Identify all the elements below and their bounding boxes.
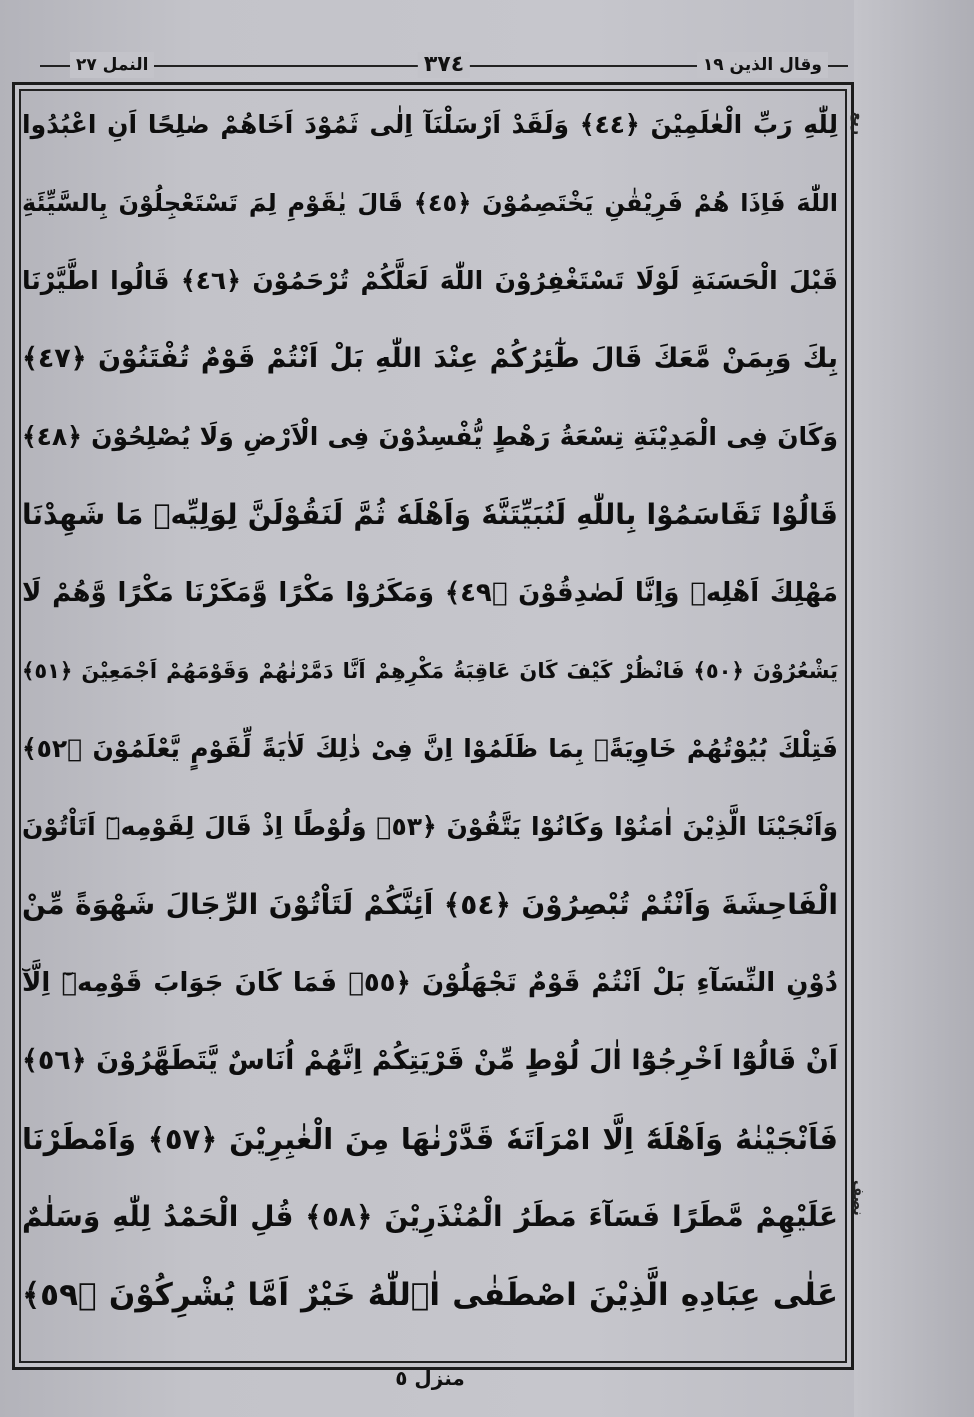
text-line-1: لِلّٰهِ رَبِّ الْعٰلَمِيْنَ ﴿٤٤﴾ وَلَقَدْ اَرْسَلْنَآ اِلٰى ثَمُوْدَ اَخَاهُمْ صٰلِحًا اَنِ اعْبُدُوا: [22, 110, 838, 139]
text-line-6: قَالُوْا تَقَاسَمُوْا بِاللّٰهِ لَنُبَيِّتَنَّهٗ وَاَهْلَهٗ ثُمَّ لَنَقُوْلَنَّ لِوَلِيِّهٖ مَا شَهِدْنَا: [22, 498, 838, 531]
text-line-4: بِكَ وَبِمَنْ مَّعَكَ قَالَ طٰٓئِرُكُمْ عِنْدَ اللّٰهِ بَلْ اَنْتُمْ قَوْمٌ تُفْتَنُوْنَ ﴿٤٧﴾: [22, 343, 838, 374]
text-line-16: عَلٰى عِبَادِهِ الَّذِيْنَ اصْطَفٰى اٰۤللّٰهُ خَيْرٌ اَمَّا يُشْرِكُوْنَ ﴿٥٩﴾: [22, 1277, 838, 1313]
text-line-3: قَبْلَ الْحَسَنَةِ لَوْلَا تَسْتَغْفِرُوْنَ اللّٰهَ لَعَلَّكُمْ تُرْحَمُوْنَ ﴿٤٦﴾ قَالُوا اطَّيَّرْنَا: [22, 266, 838, 295]
quran-text-block: [22, 92, 838, 1354]
text-line-2: اللّٰهَ فَاِذَا هُمْ فَرِيْقٰنِ يَخْتَصِمُوْنَ ﴿٤٥﴾ قَالَ يٰقَوْمِ لِمَ تَسْتَعْجِلُوْنَ بِالسَّيِّئَةِ: [22, 189, 838, 217]
page-number: ٣٧٤: [418, 52, 470, 78]
page-gutter-shadow: [854, 0, 974, 1417]
text-line-15: عَلَيْهِمْ مَّطَرًا فَسَآءَ مَطَرُ الْمُنْذَرِيْنَ ﴿٥٨﴾ قُلِ الْحَمْدُ لِلّٰهِ وَسَلٰمٌ: [22, 1200, 838, 1233]
text-line-13: اَنْ قَالُوْٓا اَخْرِجُوْٓا اٰلَ لُوْطٍ مِّنْ قَرْيَتِكُمْ اِنَّهُمْ اُنَاسٌ يَّتَطَهَّرُوْنَ ﴿٥٦﴾: [22, 1045, 838, 1076]
text-line-10: وَاَنْجَيْنَا الَّذِيْنَ اٰمَنُوْا وَكَانُوْا يَتَّقُوْنَ ﴿٥٣﴾ وَلُوْطًا اِذْ قَالَ لِقَوْمِهٖٓ اَتَاْتُوْنَ: [22, 812, 838, 841]
surah-label: النمل ٢٧: [70, 52, 154, 78]
text-line-7: مَهْلِكَ اَهْلِهٖ وَاِنَّا لَصٰدِقُوْنَ ﴿٤٩﴾ وَمَكَرُوْا مَكْرًا وَّمَكَرْنَا مَكْرًا وَّهُمْ لَا: [22, 578, 838, 608]
text-line-5: وَكَانَ فِى الْمَدِيْنَةِ تِسْعَةُ رَهْطٍ يُّفْسِدُوْنَ فِى الْاَرْضِ وَلَا يُصْلِحُوْنَ ﴿٤٨﴾: [22, 422, 838, 451]
text-line-8: يَشْعُرُوْنَ ﴿٥٠﴾ فَانْظُرْ كَيْفَ كَانَ عَاقِبَةُ مَكْرِهِمْ اَنَّا دَمَّرْنٰهُمْ وَقَوْمَهُمْ اَجْمَعِيْنَ ﴿٥١﴾: [22, 659, 838, 683]
text-line-12: دُوْنِ النِّسَآءِ بَلْ اَنْتُمْ قَوْمٌ تَجْهَلُوْنَ ﴿٥٥﴾ فَمَا كَانَ جَوَابَ قَوْمِهٖٓ اِلَّآ: [22, 968, 838, 998]
page-header: [40, 52, 848, 78]
juz-label: وقال الذين ١٩: [697, 52, 828, 78]
text-line-14: فَاَنْجَيْنٰهُ وَاَهْلَهٗٓ اِلَّا امْرَاَتَهٗ قَدَّرْنٰهَا مِنَ الْغٰبِرِيْنَ ﴿٥٧﴾ وَاَمْطَرْنَا: [22, 1122, 838, 1156]
manzil-footer: منزل ٥: [395, 1366, 465, 1390]
text-line-11: الْفَاحِشَةَ وَاَنْتُمْ تُبْصِرُوْنَ ﴿٥٤﴾ اَئِنَّكُمْ لَتَاْتُوْنَ الرِّجَالَ شَهْوَةً مِّنْ: [22, 888, 838, 921]
margin-marker-top: ربع: [850, 112, 866, 135]
text-line-9: فَتِلْكَ بُيُوْتُهُمْ خَاوِيَةًۢ بِمَا ظَلَمُوْا اِنَّ فِىْ ذٰلِكَ لَاٰيَةً لِّقَوْمٍ يَّعْلَمُوْنَ ﴿٥٢﴾: [22, 734, 838, 763]
margin-marker-bottom: نصف: [850, 1180, 866, 1216]
